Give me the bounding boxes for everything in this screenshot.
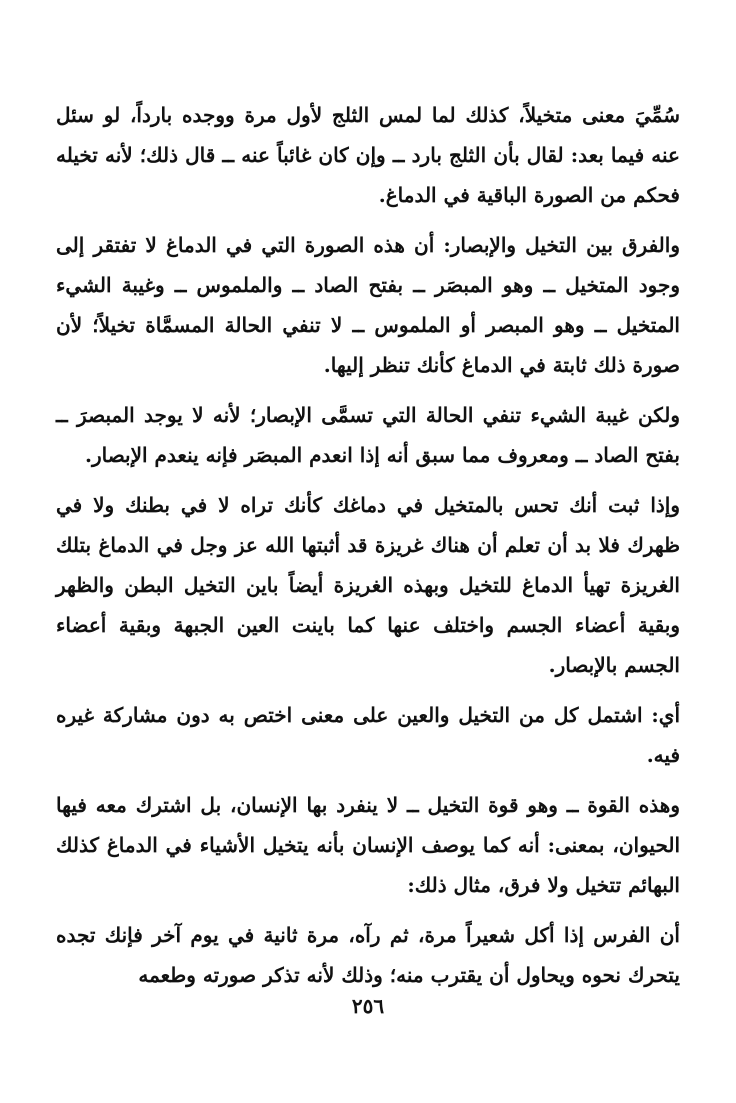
paragraph-7: أن الفرس إذا أكل شعيراً مرة، ثم رآه، مرة ثانية في يوم آخر فإنك تجده يتحرك نحوه ويحاول أن يقترب منه؛ وذلك لأنه تذكر صورته وطعمه: [56, 923, 680, 987]
paragraph-5: أي: اشتمل كل من التخيل والعين على معنى اختص به دون مشاركة غيره فيه.: [56, 703, 680, 767]
body-text: [56, 95, 680, 995]
paragraph-1: سُمِّيَ معنى متخيلاً، كذلك لما لمس الثلج لأول مرة ووجده بارداً، لو سئل عنه فيما بعد: لقال بأن الثلج بارد ــ وإن كان غائباً عنه ــ قال ذلك؛ لأنه تخيله فحكم من الصورة الباقية في الدماغ.: [56, 103, 680, 207]
paragraph-4: وإذا ثبت أنك تحس بالمتخيل في دماغك كأنك تراه لا في بطنك ولا في ظهرك فلا بد أن تعلم أن هناك غريزة قد أثبتها الله عز وجل في الدماغ بتلك الغريزة تهيأ الدماغ للتخيل وبهذه الغريزة أيضاً باين التخيل البطن والظهر وبقية أعضاء الجسم واختلف عنها كما باينت العين الجبهة وبقية أعضاء الجسم بالإبصار.: [56, 493, 680, 677]
paragraph-6: وهذه القوة ــ وهو قوة التخيل ــ لا ينفرد بها الإنسان، بل اشترك معه فيها الحيوان، بمعنى: أنه كما يوصف الإنسان بأنه يتخيل الأشياء في الدماغ كذلك البهائم تتخيل ولا فرق، مثال ذلك:: [56, 793, 680, 897]
paragraph-3: ولكن غيبة الشيء تنفي الحالة التي تسمَّى الإبصار؛ لأنه لا يوجد المبصرَ ــ بفتح الصاد ــ ومعروف مما سبق أنه إذا انعدم المبصَر فإنه ينعدم الإبصار.: [56, 403, 680, 467]
page-number: ٢٥٦: [351, 994, 385, 1018]
paragraph-2: والفرق بين التخيل والإبصار: أن هذه الصورة التي في الدماغ لا تفتقر إلى وجود المتخيل ــ وهو المبصَر ــ بفتح الصاد ــ والملموس ــ وغيبة الشيء المتخيل ــ وهو المبصر أو الملموس ــ لا تنفي الحالة المسمَّاة تخيلاً؛ لأن صورة ذلك ثابتة في الدماغ كأنك تنظر إليها.: [56, 233, 680, 377]
